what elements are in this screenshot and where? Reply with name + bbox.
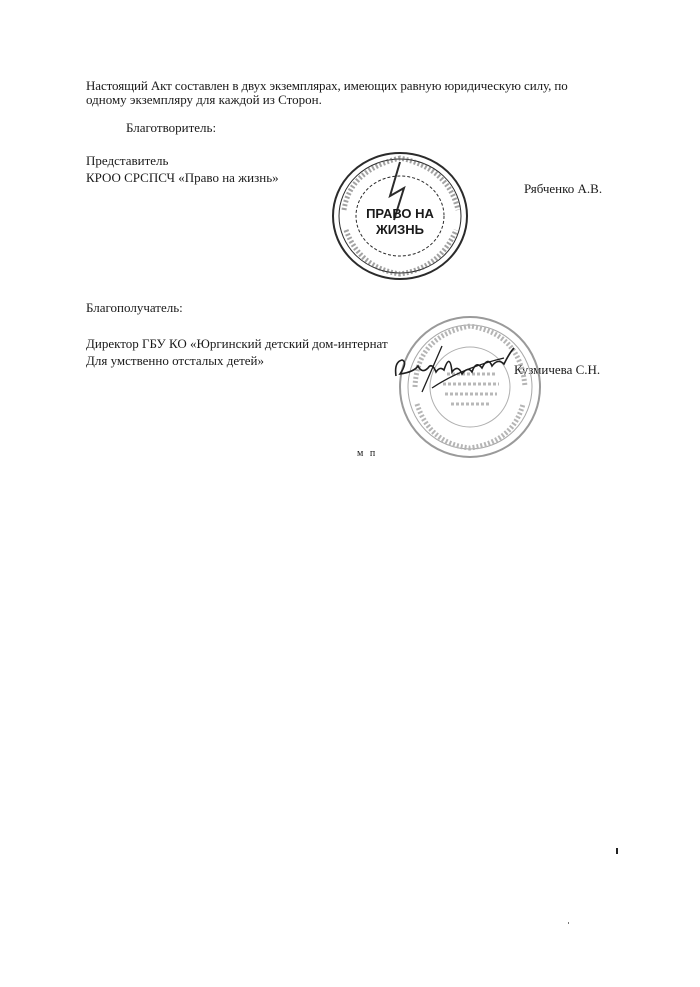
beneficiary-signatory: Кузмичева С.Н.	[514, 362, 601, 377]
closing-paragraph-line2: одному экземпляру для каждой из Сторон.	[86, 92, 322, 107]
beneficiary-heading: Благополучатель:	[86, 300, 183, 315]
stamp-text-line1: ПРАВО НА	[366, 206, 434, 221]
beneficiary-role-line1: Директор ГБУ КО «Юргинский детский дом-интернат	[86, 336, 388, 351]
scan-speck-2	[568, 922, 569, 924]
benefactor-signatory: Рябченко А.В.	[524, 181, 603, 196]
beneficiary-role-line2: Для умственно отсталых детей»	[86, 353, 265, 368]
scan-speck-1	[616, 848, 618, 854]
stamp-text-line2: ЖИЗНЬ	[376, 222, 424, 237]
seal-place-label: м п	[357, 448, 378, 459]
benefactor-heading: Благотворитель:	[126, 120, 217, 135]
benefactor-stamp	[330, 150, 470, 282]
benefactor-role-line2: КРОО СРСПСЧ «Право на жизнь»	[86, 170, 279, 185]
beneficiary-signature	[392, 338, 522, 398]
closing-paragraph-line1: Настоящий Акт составлен в двух экземплярах, имеющих равную юридическую силу, по	[86, 78, 568, 93]
benefactor-role-line1: Представитель	[86, 153, 169, 168]
